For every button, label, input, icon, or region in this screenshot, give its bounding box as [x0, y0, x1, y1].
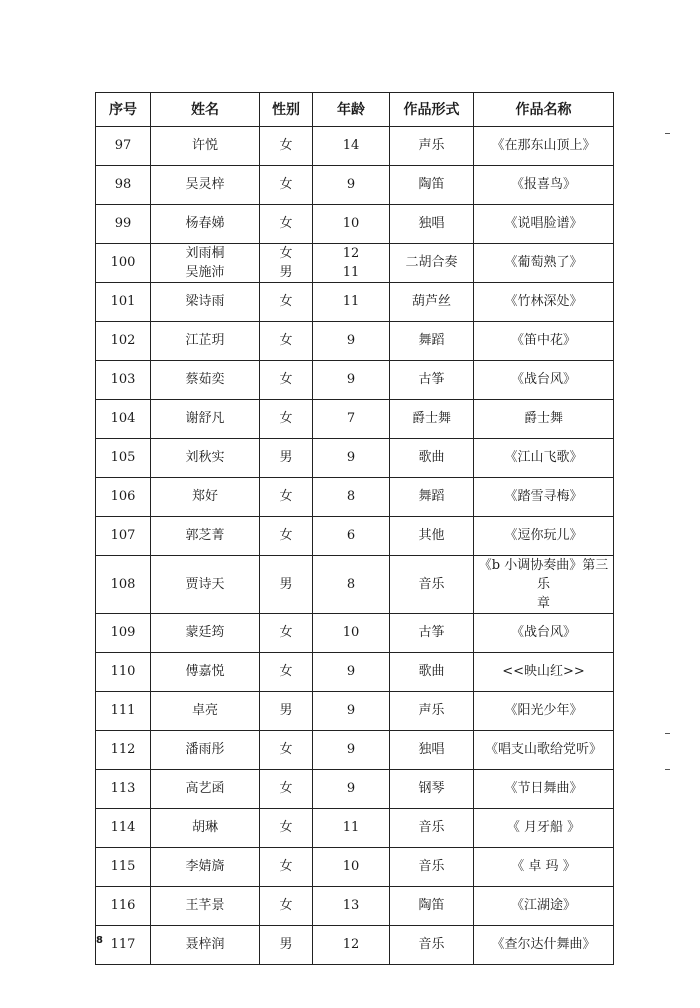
cell-name-line: 王芊景 — [185, 898, 225, 913]
cell-name-line: 卓亮 — [191, 703, 218, 718]
cell-gender-line: 女 — [279, 664, 293, 679]
cell-gender-line: 女 — [279, 294, 293, 309]
cell-name — [151, 127, 260, 166]
cell-gender — [260, 283, 313, 322]
cell-age — [313, 517, 390, 556]
page-number: 8 — [96, 935, 103, 946]
cell-gender-line: 女 — [279, 177, 293, 192]
cell-age — [313, 244, 390, 283]
cell-age-line: 10 — [342, 625, 360, 640]
header-age: 年龄 — [313, 93, 390, 127]
cell-name — [151, 809, 260, 848]
cell-gender — [260, 205, 313, 244]
cell-gender — [260, 322, 313, 361]
cell-name-line: 吴灵梓 — [185, 177, 225, 192]
cell-age — [313, 478, 390, 517]
cell-work-title — [474, 244, 614, 283]
cell-name-line: 谢舒凡 — [185, 411, 225, 426]
cell-gender-line: 男 — [279, 450, 293, 465]
cell-work-title-line: 《竹林深处》 — [504, 294, 583, 309]
cell-gender — [260, 653, 313, 692]
cell-work-title — [474, 127, 614, 166]
cell-age — [313, 926, 390, 965]
cell-name — [151, 556, 260, 614]
cell-work-form: 古筝 — [390, 614, 474, 653]
cell-name — [151, 653, 260, 692]
cell-number: 103 — [96, 361, 151, 400]
cell-name — [151, 205, 260, 244]
cell-gender — [260, 517, 313, 556]
table-row — [96, 556, 614, 614]
cell-number: 117 — [96, 926, 151, 965]
cell-number: 98 — [96, 166, 151, 205]
cell-work-title-line: 《节日舞曲》 — [504, 781, 583, 796]
cell-number: 108 — [96, 556, 151, 614]
cell-number: 101 — [96, 283, 151, 322]
cell-age — [313, 731, 390, 770]
table-row — [96, 653, 614, 692]
cell-age-line: 8 — [346, 576, 356, 592]
cell-gender-line: 女 — [279, 138, 293, 153]
cell-work-title — [474, 848, 614, 887]
cell-work-title-line: 《唱支山歌给党听》 — [484, 742, 602, 757]
cell-gender — [260, 361, 313, 400]
table-row — [96, 887, 614, 926]
cell-name-line: 郭芝菁 — [185, 528, 225, 543]
table-row — [96, 848, 614, 887]
cell-name-line: 梁诗雨 — [185, 294, 225, 309]
cell-age-line: 9 — [346, 703, 356, 718]
cell-work-title — [474, 731, 614, 770]
cell-gender-line: 男 — [279, 703, 293, 718]
margin-mark — [665, 769, 670, 770]
cell-name-line: 李婧旖 — [185, 859, 225, 874]
cell-age — [313, 205, 390, 244]
cell-work-title-line: 《说唱脸谱》 — [504, 216, 583, 231]
cell-age — [313, 887, 390, 926]
cell-work-form: 歌曲 — [390, 653, 474, 692]
table-row — [96, 205, 614, 244]
cell-name — [151, 478, 260, 517]
margin-mark — [665, 733, 670, 734]
cell-number: 100 — [96, 244, 151, 283]
cell-work-title — [474, 692, 614, 731]
cell-name-line: 江芷玥 — [185, 333, 225, 348]
cell-number: 114 — [96, 809, 151, 848]
cell-gender — [260, 478, 313, 517]
cell-name-line: 贾诗天 — [185, 576, 225, 592]
cell-gender — [260, 439, 313, 478]
cell-name — [151, 692, 260, 731]
cell-number: 110 — [96, 653, 151, 692]
cell-gender — [260, 809, 313, 848]
cell-age — [313, 653, 390, 692]
cell-work-title — [474, 166, 614, 205]
cell-work-title-line: 《踏雪寻梅》 — [504, 489, 583, 504]
cell-work-form: 舞蹈 — [390, 322, 474, 361]
cell-work-title-line: 《战台风》 — [510, 372, 576, 387]
cell-work-title-line: 《b 小调协奏曲》第三乐 — [478, 558, 609, 592]
cell-gender-line: 女 — [279, 781, 293, 796]
cell-work-form: 陶笛 — [390, 887, 474, 926]
cell-work-form: 音乐 — [390, 848, 474, 887]
cell-work-title-line: 《报喜鸟》 — [510, 177, 576, 192]
cell-gender-line: 女 — [279, 216, 293, 231]
cell-work-form: 音乐 — [390, 809, 474, 848]
cell-age-line: 11 — [342, 820, 360, 835]
cell-age-line: 9 — [346, 781, 356, 796]
cell-age-line: 12 — [342, 937, 360, 952]
cell-number: 116 — [96, 887, 151, 926]
cell-age-line: 9 — [346, 664, 356, 679]
margin-mark — [665, 133, 670, 134]
cell-number: 99 — [96, 205, 151, 244]
cell-name-line: 刘雨桐 — [185, 246, 225, 261]
cell-name-line: 聂梓润 — [185, 937, 225, 952]
cell-age-line: 10 — [342, 859, 360, 874]
cell-work-title — [474, 478, 614, 517]
cell-gender — [260, 926, 313, 965]
cell-age — [313, 322, 390, 361]
cell-work-form: 陶笛 — [390, 166, 474, 205]
cell-number: 106 — [96, 478, 151, 517]
cell-gender-line: 男 — [279, 937, 293, 952]
cell-work-title — [474, 556, 614, 614]
cell-gender-line: 女 — [279, 820, 293, 835]
cell-work-title — [474, 205, 614, 244]
cell-age — [313, 439, 390, 478]
cell-gender-line: 女 — [279, 333, 293, 348]
cell-name-line: 蒙廷筠 — [185, 625, 225, 640]
cell-work-title-line: 《江湖途》 — [510, 898, 576, 913]
cell-work-title — [474, 770, 614, 809]
cell-gender-line: 女 — [279, 625, 293, 640]
cell-work-title — [474, 400, 614, 439]
cell-work-form: 声乐 — [390, 127, 474, 166]
cell-work-title-line: 《战台风》 — [510, 625, 576, 640]
header-gender: 性别 — [260, 93, 313, 127]
cell-work-title — [474, 809, 614, 848]
table-row — [96, 244, 614, 283]
cell-name-line: 潘雨彤 — [185, 742, 225, 757]
table-row — [96, 517, 614, 556]
cell-name-line: 杨春娣 — [185, 216, 225, 231]
cell-number: 97 — [96, 127, 151, 166]
cell-work-title-line: 《江山飞歌》 — [504, 450, 583, 465]
cell-work-form: 歌曲 — [390, 439, 474, 478]
cell-work-title — [474, 439, 614, 478]
cell-name — [151, 400, 260, 439]
table-row — [96, 166, 614, 205]
cell-work-title-line: 章 — [536, 596, 550, 611]
cell-work-title-line: 《葡萄熟了》 — [504, 255, 583, 270]
cell-number: 111 — [96, 692, 151, 731]
cell-gender — [260, 731, 313, 770]
cell-gender-line: 男 — [279, 576, 293, 592]
cell-age-line: 10 — [342, 216, 360, 231]
cell-age-line: 9 — [346, 177, 356, 192]
cell-gender — [260, 244, 313, 283]
cell-age — [313, 809, 390, 848]
cell-age — [313, 166, 390, 205]
cell-gender — [260, 692, 313, 731]
cell-age — [313, 361, 390, 400]
cell-work-title — [474, 887, 614, 926]
cell-age — [313, 692, 390, 731]
cell-work-title — [474, 517, 614, 556]
cell-age-line: 13 — [342, 898, 360, 913]
cell-age-line: 9 — [346, 742, 356, 757]
cell-work-title-line: 《在那东山顶上》 — [491, 138, 596, 153]
cell-age-line: 11 — [342, 265, 360, 280]
cell-age-line: 14 — [342, 138, 360, 153]
cell-work-title-line: 《笛中花》 — [510, 333, 576, 348]
cell-name-line: 许悦 — [191, 138, 218, 153]
cell-work-title — [474, 361, 614, 400]
cell-gender — [260, 614, 313, 653]
cell-work-form: 二胡合奏 — [390, 244, 474, 283]
cell-gender — [260, 166, 313, 205]
cell-name-line: 高艺函 — [185, 781, 225, 796]
cell-age — [313, 614, 390, 653]
cell-work-title-line: <<映山红>> — [502, 664, 585, 679]
cell-age-line: 12 — [342, 246, 360, 261]
cell-age-line: 9 — [346, 333, 356, 348]
cell-work-title — [474, 322, 614, 361]
table-row — [96, 127, 614, 166]
cell-gender — [260, 127, 313, 166]
cell-work-form: 古筝 — [390, 361, 474, 400]
cell-number: 112 — [96, 731, 151, 770]
cell-work-title-line: 《查尔达什舞曲》 — [491, 937, 596, 952]
cell-name — [151, 439, 260, 478]
cell-gender-line: 女 — [279, 372, 293, 387]
table-row — [96, 926, 614, 965]
cell-number: 107 — [96, 517, 151, 556]
cell-age-line: 7 — [346, 411, 356, 426]
cell-gender-line: 女 — [279, 411, 293, 426]
cell-name-line: 蔡茹奕 — [185, 372, 225, 387]
cell-age-line: 11 — [342, 294, 360, 309]
table-row — [96, 770, 614, 809]
cell-number: 115 — [96, 848, 151, 887]
cell-work-form: 舞蹈 — [390, 478, 474, 517]
cell-age — [313, 848, 390, 887]
cell-work-title — [474, 283, 614, 322]
cell-age — [313, 556, 390, 614]
cell-age — [313, 127, 390, 166]
cell-number: 109 — [96, 614, 151, 653]
cell-name-line: 傅嘉悦 — [185, 664, 225, 679]
cell-name-line: 胡琳 — [191, 820, 218, 835]
cell-name — [151, 848, 260, 887]
table-header-row — [96, 93, 614, 127]
table-row — [96, 809, 614, 848]
cell-name — [151, 244, 260, 283]
cell-gender-line: 女 — [279, 246, 293, 261]
cell-age — [313, 770, 390, 809]
header-name: 姓名 — [151, 93, 260, 127]
cell-name — [151, 731, 260, 770]
cell-name — [151, 614, 260, 653]
header-work-title: 作品名称 — [474, 93, 614, 127]
cell-work-title-line: 爵士舞 — [523, 411, 563, 426]
cell-name — [151, 770, 260, 809]
header-work-form: 作品形式 — [390, 93, 474, 127]
cell-work-form: 钢琴 — [390, 770, 474, 809]
header-number: 序号 — [96, 93, 151, 127]
cell-gender-line: 女 — [279, 898, 293, 913]
cell-gender — [260, 887, 313, 926]
cell-gender — [260, 400, 313, 439]
cell-name — [151, 517, 260, 556]
cell-work-form: 音乐 — [390, 926, 474, 965]
cell-name-line: 吴施沛 — [185, 265, 225, 280]
table-row — [96, 283, 614, 322]
cell-work-form: 独唱 — [390, 205, 474, 244]
cell-work-title-line: 《 月牙船 》 — [506, 820, 581, 835]
participant-table — [95, 92, 614, 965]
table-row — [96, 692, 614, 731]
cell-number: 104 — [96, 400, 151, 439]
cell-name-line: 郑好 — [191, 489, 218, 504]
cell-gender — [260, 770, 313, 809]
cell-work-title — [474, 926, 614, 965]
cell-age-line: 8 — [346, 489, 356, 504]
cell-gender-line: 女 — [279, 742, 293, 757]
cell-work-form: 独唱 — [390, 731, 474, 770]
cell-name — [151, 322, 260, 361]
cell-number: 102 — [96, 322, 151, 361]
cell-name — [151, 926, 260, 965]
cell-work-form: 爵士舞 — [390, 400, 474, 439]
cell-number: 105 — [96, 439, 151, 478]
table-row — [96, 439, 614, 478]
table-row — [96, 361, 614, 400]
table-row — [96, 478, 614, 517]
cell-work-form: 其他 — [390, 517, 474, 556]
cell-name — [151, 166, 260, 205]
cell-work-title-line: 《 卓 玛 》 — [511, 859, 576, 874]
cell-gender-line: 女 — [279, 489, 293, 504]
cell-gender-line: 女 — [279, 859, 293, 874]
cell-age-line: 9 — [346, 372, 356, 387]
cell-work-title — [474, 614, 614, 653]
cell-name — [151, 887, 260, 926]
cell-gender-line: 男 — [279, 265, 293, 280]
cell-work-form: 葫芦丝 — [390, 283, 474, 322]
table-row — [96, 731, 614, 770]
table-row — [96, 400, 614, 439]
cell-age — [313, 283, 390, 322]
table-row — [96, 614, 614, 653]
cell-age-line: 9 — [346, 450, 356, 465]
cell-age-line: 6 — [346, 528, 356, 543]
cell-work-title — [474, 653, 614, 692]
cell-gender — [260, 556, 313, 614]
cell-work-form: 音乐 — [390, 556, 474, 614]
cell-gender-line: 女 — [279, 528, 293, 543]
cell-work-title-line: 《逗你玩儿》 — [504, 528, 583, 543]
cell-name — [151, 361, 260, 400]
cell-age — [313, 400, 390, 439]
cell-work-form: 声乐 — [390, 692, 474, 731]
cell-number: 113 — [96, 770, 151, 809]
cell-name — [151, 283, 260, 322]
cell-gender — [260, 848, 313, 887]
table-row — [96, 322, 614, 361]
cell-name-line: 刘秋实 — [185, 450, 225, 465]
cell-work-title-line: 《阳光少年》 — [504, 703, 583, 718]
